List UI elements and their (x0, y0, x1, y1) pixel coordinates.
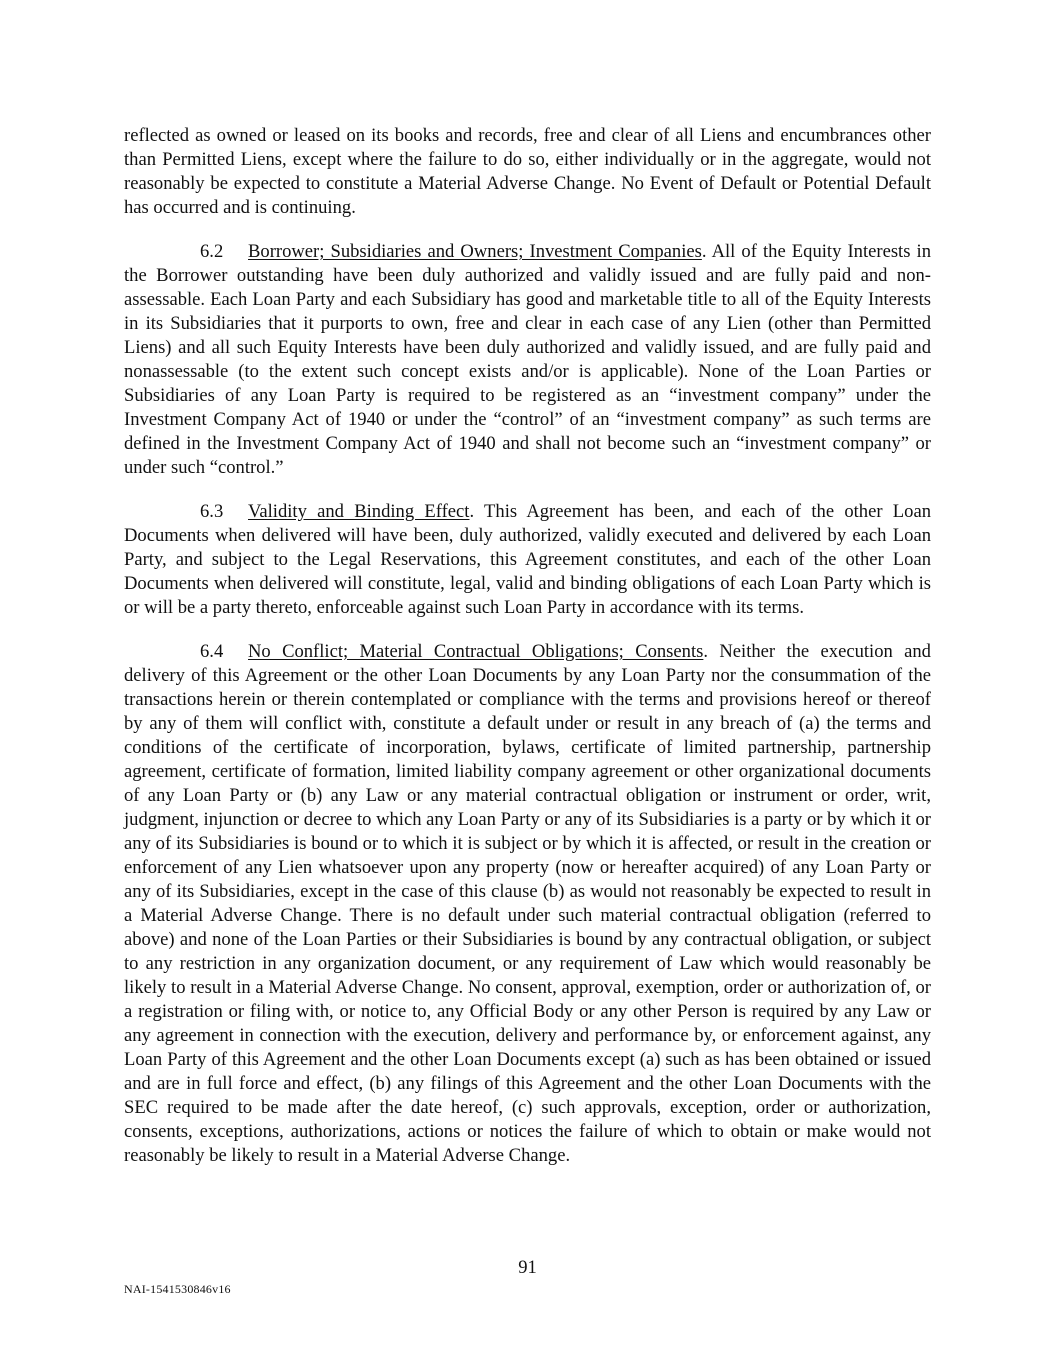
section-text: . This Agreement has been, and each of the other Loan Documents when delivered will have been, duly authorized, validly executed and delivered by each Loan Party, and subject to the Legal Reservations, this Agreement constitutes, and each of the other Loan Documents when delivered will constitute, legal, valid and binding obligations of each Loan Party which is or will be a party thereto, enforceable against such Loan Party in accordance with its terms. (124, 501, 931, 618)
section-heading: Borrower; Subsidiaries and Owners; Investment Companies (248, 241, 702, 262)
section-number: 6.3 (200, 501, 224, 522)
section-6-2 (124, 240, 931, 480)
section-heading: No Conflict; Material Contractual Obligations; Consents (248, 641, 704, 662)
document-body (124, 124, 931, 1188)
document-id: NAI-1541530846v16 (124, 1282, 231, 1296)
section-6-4 (124, 640, 931, 1168)
section-text: . Neither the execution and delivery of this Agreement or the other Loan Documents by any Loan Party nor the consummation of the transactions herein or therein contemplated or compliance with the terms and provisions hereof or thereof by any of them will conflict with, constitute a default under or result in any breach of (a) the terms and conditions of the certificate of incorporation, bylaws, certificate of limited partnership, partnership agreement, certificate of formation, limited liability company agreement or other organizational documents of any Loan Party or (b) any Law or any material contractual obligation or instrument or order, writ, judgment, injunction or decree to which any Loan Party or any of its Subsidiaries is a party or by which it or any of its Subsidiaries is bound or to which it is subject or by which it is affected, or result in the creation or enforcement of any Lien whatsoever upon any property (now or hereafter acquired) of any Loan Party or any of its Subsidiaries, except in the case of this clause (b) as would not reasonably be expected to result in a Material Adverse Change. There is no default under such material contractual obligation (referred to above) and none of the Loan Parties or their Subsidiaries is bound by any contractual obligation, or subject to any restriction in any organization document, or any requirement of Law which would reasonably be likely to result in a Material Adverse Change. No consent, approval, exemption, order or authorization of, or a registration or filing with, or notice to, any Official Body or any other Person is required by any Law or any agreement in connection with the execution, delivery and performance by, or enforcement against, any Loan Party of this Agreement and the other Loan Documents except (a) such as has been obtained or issued and are in full force and effect, (b) any filings of this Agreement and the other Loan Documents with the SEC required to be made after the date hereof, (c) such approvals, exception, order or authorization, consents, exceptions, authorizations, actions or notices the failure of which to obtain or make would not reasonably be likely to result in a Material Adverse Change. (124, 641, 931, 1166)
section-6-3 (124, 500, 931, 620)
section-number: 6.4 (200, 641, 224, 662)
section-heading: Validity and Binding Effect (248, 501, 470, 522)
page-number: 91 (518, 1257, 537, 1278)
section-number: 6.2 (200, 241, 224, 262)
continuation-paragraph: reflected as owned or leased on its books and records, free and clear of all Liens and encumbrances other than Permitted Liens, except where the failure to do so, either individually or in the aggregate, would not reasonably be expected to constitute a Material Adverse Change. No Event of Default or Potential Default has occurred and is continuing. (124, 125, 931, 218)
section-text: . All of the Equity Interests in the Borrower outstanding have been duly authorized and validly issued and are fully paid and non-assessable. Each Loan Party and each Subsidiary has good and marketable title to all of the Equity Interests in its Subsidiaries that it purports to own, free and clear in each case of any Lien (other than Permitted Liens) and all such Equity Interests have been duly authorized and validly issued, and are fully paid and nonassessable (to the extent such concept exists and/or is applicable). None of the Loan Parties or Subsidiaries of any Loan Party is required to be registered as an “investment company” under the Investment Company Act of 1940 or under the “control” of an “investment company” as such terms are defined in the Investment Company Act of 1940 and shall not become such an “investment company” or under such “control.” (124, 241, 932, 478)
